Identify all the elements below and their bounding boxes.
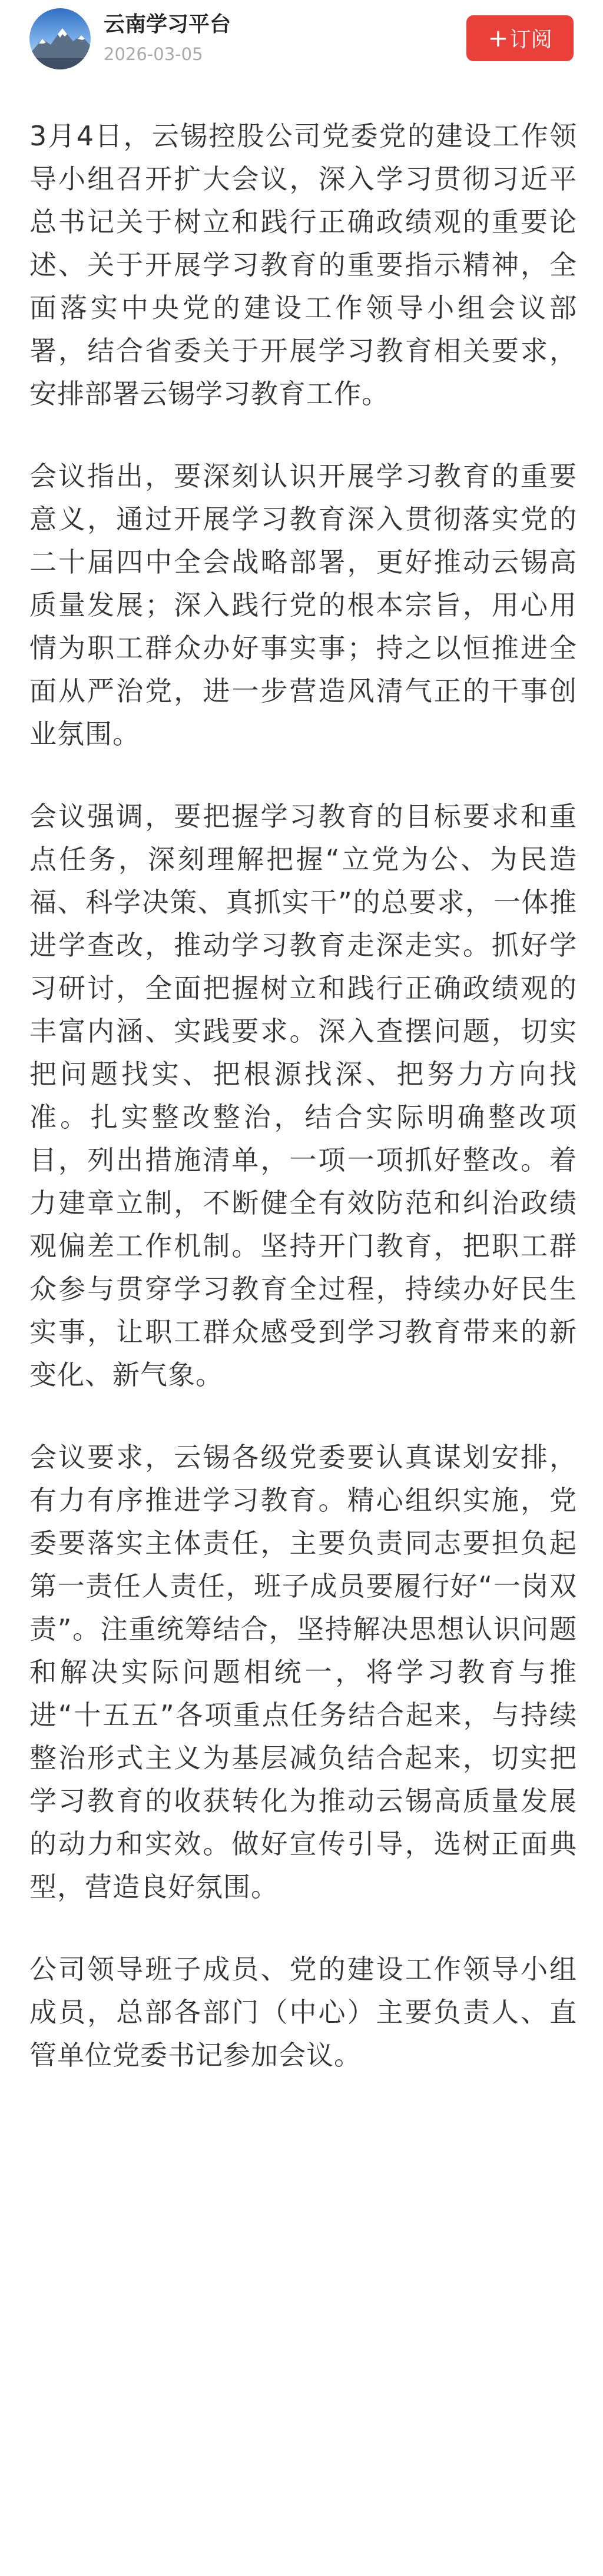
plus-icon: +: [488, 24, 509, 52]
article-paragraph-1: 3月4日，云锡控股公司党委党的建设工作领导小组召开扩大会议，深入学习贯彻习近平总书记关于树立和践行正确政绩观的重要论述、关于开展学习教育的重要指示精神，全面落实中央党的建设工作领导小组会议部署，结合省委关于开展学习教育相关要求，安排部署云锡学习教育工作。: [29, 120, 577, 410]
article-header: [0, 0, 603, 77]
article-paragraph-3: 会议强调，要把握学习教育的目标要求和重点任务，深刻理解把握“立党为公、为民造福、科学决策、真抓实干”的总要求，一体推进学查改，推动学习教育走深走实。抓好学习研讨，全面把握树立和践行正确政绩观的丰富内涵、实践要求。深入查摆问题，切实把问题找实、把根源找深、把努力方向找准。扎实整改整治，结合实际明确整改项目，列出措施清单，一项一项抓好整改。着力建章立制，不断健全有效防范和纠治政绩观偏差工作机制。坚持开门教育，把职工群众参与贯穿学习教育全过程，持续办好民生实事，让职工群众感受到学习教育带来的新变化、新气象。: [29, 800, 577, 1391]
subscribe-label: 订阅: [509, 28, 552, 52]
account-name[interactable]: 云南学习平台: [104, 12, 231, 36]
article-paragraph-5: 公司领导班子成员、党的建设工作领导小组成员，总部各部门（中心）主要负责人、直管单位党委书记参加会议。: [29, 1953, 577, 2071]
article-paragraph-2: 会议指出，要深刻认识开展学习教育的重要意义，通过开展学习教育深入贯彻落实党的二十届四中全会战略部署，更好推动云锡高质量发展；深入践行党的根本宗旨，用心用情为职工群众办好事实事；持之以恒推进全面从严治党，进一步营造风清气正的干事创业氛围。: [29, 460, 577, 750]
account-avatar[interactable]: [29, 8, 91, 69]
article-body: [29, 115, 577, 2116]
snow-mountain-icon: [29, 8, 91, 69]
article-paragraph-4: 会议要求，云锡各级党委要认真谋划安排，有力有序推进学习教育。精心组织实施，党委要落实主体责任，主要负责同志要担负起第一责任人责任，班子成员要履行好“一岗双责”。注重统筹结合，坚持解决思想认识问题和解决实际问题相统一，将学习教育与推进“十五五”各项重点任务结合起来，与持续整治形式主义为基层减负结合起来，切实把学习教育的收获转化为推动云锡高质量发展的动力和实效。做好宣传引导，选树正面典型，营造良好氛围。: [29, 1441, 577, 1903]
publish-date: 2026-03-05: [104, 44, 203, 64]
subscribe-button[interactable]: [466, 15, 574, 61]
